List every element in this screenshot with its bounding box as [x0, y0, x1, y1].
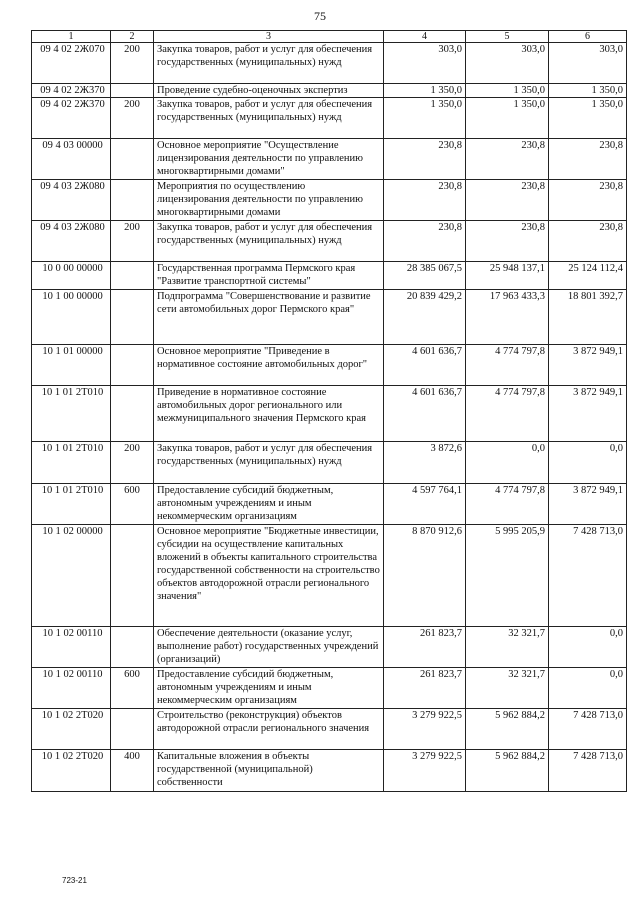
row-expense-type	[111, 525, 154, 627]
row-expense-type: 200	[111, 221, 154, 262]
row-expense-type: 200	[111, 442, 154, 484]
row-value-col6: 7 428 713,0	[549, 709, 627, 750]
table-row	[32, 525, 627, 627]
row-code: 10 1 00 00000	[32, 290, 111, 345]
table-row	[32, 98, 627, 139]
row-code: 10 1 01 2Т010	[32, 386, 111, 442]
row-value-col6: 230,8	[549, 221, 627, 262]
column-header: 6	[549, 31, 627, 43]
row-value-col5: 1 350,0	[466, 98, 549, 139]
table-row	[32, 484, 627, 525]
row-value-col5: 230,8	[466, 139, 549, 180]
row-value-col6: 1 350,0	[549, 84, 627, 98]
row-value-col6: 230,8	[549, 180, 627, 221]
row-expense-type: 200	[111, 98, 154, 139]
row-value-col5: 1 350,0	[466, 84, 549, 98]
row-code: 10 0 00 00000	[32, 262, 111, 290]
row-code: 09 4 03 2Ж080	[32, 221, 111, 262]
row-name: Основное мероприятие "Бюджетные инвестиции, субсидии на осуществление капитальных вложений в объекты капитального строительства государственной собственности на строительство объектов автодорожной отрасли регионального значения"	[154, 525, 384, 627]
row-value-col6: 7 428 713,0	[549, 750, 627, 792]
row-code: 10 1 02 00110	[32, 668, 111, 709]
row-value-col4: 230,8	[384, 139, 466, 180]
row-value-col4: 261 823,7	[384, 668, 466, 709]
row-name: Основное мероприятие "Осуществление лицензирования деятельности по управлению многоквартирными домами"	[154, 139, 384, 180]
row-value-col4: 230,8	[384, 221, 466, 262]
row-value-col5: 5 995 205,9	[466, 525, 549, 627]
budget-table	[31, 30, 627, 792]
row-code: 10 1 01 2Т010	[32, 442, 111, 484]
row-code: 09 4 03 2Ж080	[32, 180, 111, 221]
row-expense-type	[111, 386, 154, 442]
row-value-col4: 261 823,7	[384, 627, 466, 668]
row-value-col4: 230,8	[384, 180, 466, 221]
row-value-col4: 4 597 764,1	[384, 484, 466, 525]
table-row	[32, 290, 627, 345]
row-expense-type: 600	[111, 484, 154, 525]
header-row	[32, 31, 627, 43]
table-body	[32, 31, 627, 792]
row-name: Предоставление субсидий бюджетным, автономным учреждениям и иным некоммерческим организациям	[154, 668, 384, 709]
row-value-col4: 1 350,0	[384, 84, 466, 98]
row-code: 10 1 02 00110	[32, 627, 111, 668]
row-expense-type	[111, 290, 154, 345]
document-footer-code: 723-21	[62, 876, 87, 885]
row-code: 09 4 03 00000	[32, 139, 111, 180]
row-value-col4: 28 385 067,5	[384, 262, 466, 290]
row-value-col6: 3 872 949,1	[549, 345, 627, 386]
row-code: 10 1 01 2Т010	[32, 484, 111, 525]
column-header: 3	[154, 31, 384, 43]
table-row	[32, 627, 627, 668]
row-value-col5: 4 774 797,8	[466, 484, 549, 525]
row-code: 10 1 01 00000	[32, 345, 111, 386]
row-expense-type	[111, 345, 154, 386]
row-value-col6: 303,0	[549, 43, 627, 84]
row-value-col4: 3 279 922,5	[384, 750, 466, 792]
row-value-col4: 3 279 922,5	[384, 709, 466, 750]
row-expense-type	[111, 84, 154, 98]
row-value-col6: 7 428 713,0	[549, 525, 627, 627]
row-value-col5: 0,0	[466, 442, 549, 484]
row-expense-type	[111, 262, 154, 290]
row-name: Закупка товаров, работ и услуг для обеспечения государственных (муниципальных) нужд	[154, 442, 384, 484]
row-expense-type	[111, 709, 154, 750]
table-row	[32, 668, 627, 709]
row-value-col4: 20 839 429,2	[384, 290, 466, 345]
row-value-col6: 1 350,0	[549, 98, 627, 139]
row-value-col5: 4 774 797,8	[466, 386, 549, 442]
row-code: 09 4 02 2Ж370	[32, 98, 111, 139]
row-expense-type: 400	[111, 750, 154, 792]
row-name: Закупка товаров, работ и услуг для обеспечения государственных (муниципальных) нужд	[154, 43, 384, 84]
table-row	[32, 43, 627, 84]
column-header: 1	[32, 31, 111, 43]
column-header: 2	[111, 31, 154, 43]
row-name: Мероприятия по осуществлению лицензирования деятельности по управлению многоквартирными домами	[154, 180, 384, 221]
row-value-col5: 230,8	[466, 180, 549, 221]
row-value-col5: 5 962 884,2	[466, 750, 549, 792]
row-code: 10 1 02 2Т020	[32, 709, 111, 750]
row-value-col6: 0,0	[549, 668, 627, 709]
row-value-col5: 5 962 884,2	[466, 709, 549, 750]
row-value-col4: 1 350,0	[384, 98, 466, 139]
row-value-col5: 17 963 433,3	[466, 290, 549, 345]
row-value-col5: 303,0	[466, 43, 549, 84]
row-code: 10 1 02 00000	[32, 525, 111, 627]
column-header: 5	[466, 31, 549, 43]
row-value-col4: 4 601 636,7	[384, 345, 466, 386]
table-row	[32, 139, 627, 180]
row-value-col5: 25 948 137,1	[466, 262, 549, 290]
row-value-col6: 25 124 112,4	[549, 262, 627, 290]
row-value-col6: 0,0	[549, 627, 627, 668]
row-value-col5: 230,8	[466, 221, 549, 262]
row-value-col6: 18 801 392,7	[549, 290, 627, 345]
table-row	[32, 386, 627, 442]
row-expense-type: 200	[111, 43, 154, 84]
row-value-col4: 3 872,6	[384, 442, 466, 484]
row-name: Государственная программа Пермского края "Развитие транспортной системы"	[154, 262, 384, 290]
table-row	[32, 262, 627, 290]
row-name: Основное мероприятие "Приведение в нормативное состояние автомобильных дорог"	[154, 345, 384, 386]
row-name: Приведение в нормативное состояние автомобильных дорог регионального или межмуниципального значения Пермского края	[154, 386, 384, 442]
page-number: 75	[314, 9, 326, 23]
row-code: 10 1 02 2Т020	[32, 750, 111, 792]
row-value-col5: 32 321,7	[466, 627, 549, 668]
row-name: Предоставление субсидий бюджетным, автономным учреждениям и иным некоммерческим организациям	[154, 484, 384, 525]
row-code: 09 4 02 2Ж070	[32, 43, 111, 84]
row-code: 09 4 02 2Ж370	[32, 84, 111, 98]
row-name: Проведение судебно-оценочных экспертиз	[154, 84, 384, 98]
row-value-col6: 230,8	[549, 139, 627, 180]
table-row	[32, 442, 627, 484]
row-name: Строительство (реконструкция) объектов автодорожной отрасли регионального значения	[154, 709, 384, 750]
table-row	[32, 84, 627, 98]
row-name: Подпрограмма "Совершенствование и развитие сети автомобильных дорог Пермского края"	[154, 290, 384, 345]
row-name: Обеспечение деятельности (оказание услуг, выполнение работ) государственных учреждений (организаций)	[154, 627, 384, 668]
row-expense-type	[111, 627, 154, 668]
row-expense-type: 600	[111, 668, 154, 709]
table-row	[32, 180, 627, 221]
row-name: Капитальные вложения в объекты государственной (муниципальной) собственности	[154, 750, 384, 792]
row-value-col6: 0,0	[549, 442, 627, 484]
table-row	[32, 345, 627, 386]
row-expense-type	[111, 139, 154, 180]
row-value-col6: 3 872 949,1	[549, 484, 627, 525]
row-expense-type	[111, 180, 154, 221]
table-row	[32, 750, 627, 792]
row-value-col4: 4 601 636,7	[384, 386, 466, 442]
row-value-col6: 3 872 949,1	[549, 386, 627, 442]
row-value-col5: 4 774 797,8	[466, 345, 549, 386]
column-header: 4	[384, 31, 466, 43]
row-value-col4: 303,0	[384, 43, 466, 84]
table-row	[32, 709, 627, 750]
row-name: Закупка товаров, работ и услуг для обеспечения государственных (муниципальных) нужд	[154, 98, 384, 139]
row-name: Закупка товаров, работ и услуг для обеспечения государственных (муниципальных) нужд	[154, 221, 384, 262]
row-value-col4: 8 870 912,6	[384, 525, 466, 627]
row-value-col5: 32 321,7	[466, 668, 549, 709]
table-row	[32, 221, 627, 262]
